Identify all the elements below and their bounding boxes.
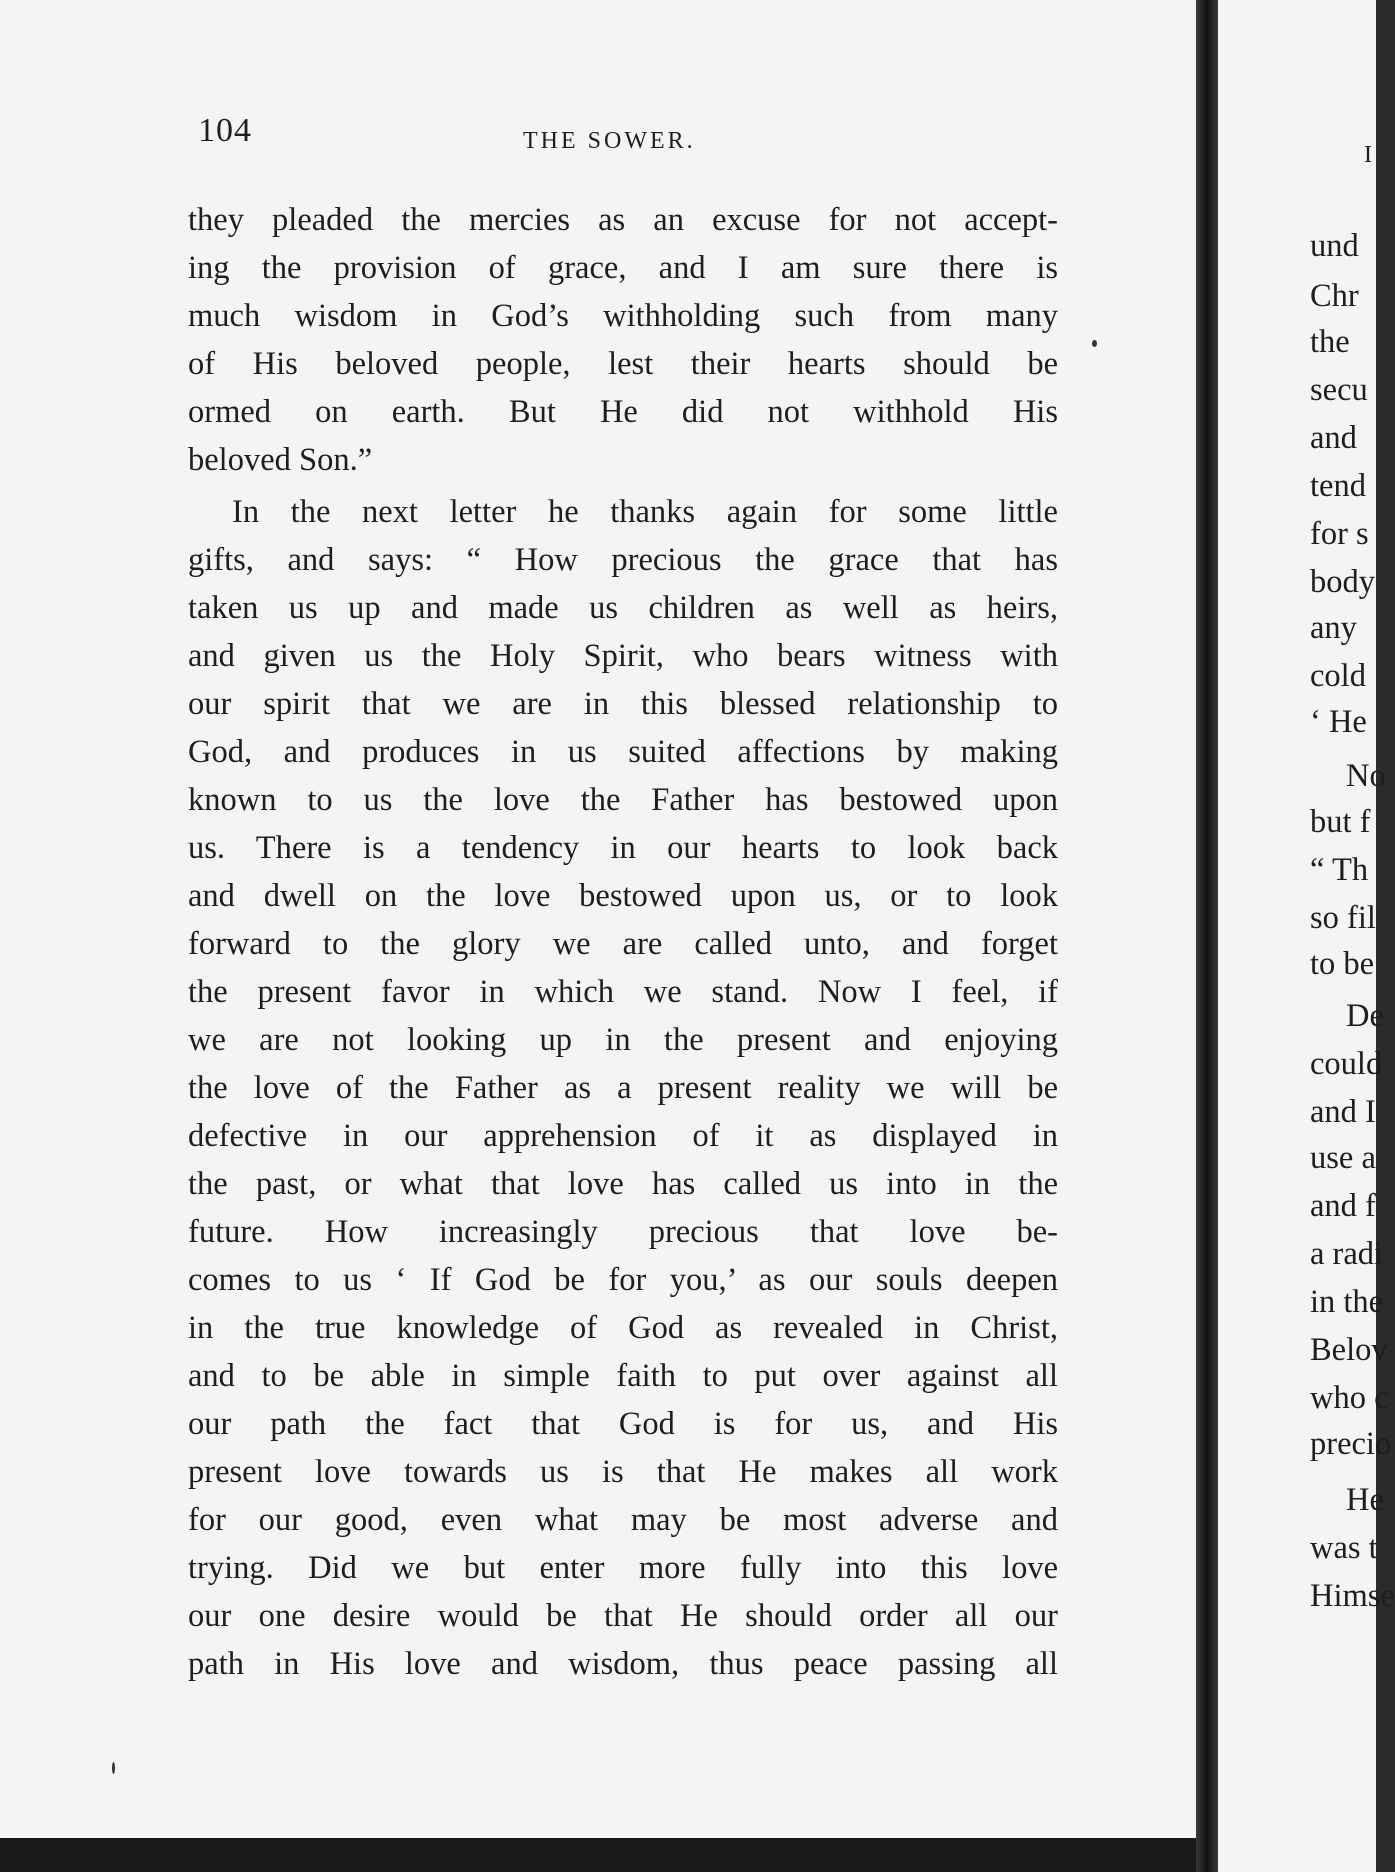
text-line: ing the provision of grace, and I am sure there is [188, 250, 1058, 286]
text-line: defective in our apprehension of it as displayed in [188, 1118, 1058, 1154]
right-text-line: ‘ He [1310, 704, 1367, 740]
book-gutter [1196, 0, 1218, 1872]
right-text-line: and [1310, 420, 1357, 456]
paragraph-start-line: In the next letter he thanks again for some little [232, 494, 1058, 530]
text-line: they pleaded the mercies as an excuse for not accept- [188, 202, 1058, 238]
right-text-line: any [1310, 610, 1357, 646]
text-line: our one desire would be that He should order all our [188, 1598, 1058, 1634]
ink-speck [1092, 340, 1097, 347]
text-line: known to us the love the Father has bestowed upon [188, 782, 1058, 818]
right-text-line: in the [1310, 1284, 1384, 1320]
right-text-line: De [1346, 998, 1384, 1034]
right-text-line: to be [1310, 946, 1375, 982]
text-line: the love of the Father as a present reality we will be [188, 1070, 1058, 1106]
text-line: forward to the glory we are called unto, and forget [188, 926, 1058, 962]
right-text-line: und [1310, 228, 1359, 264]
right-text-line: was t [1310, 1530, 1378, 1566]
running-head: THE SOWER. [523, 128, 696, 154]
text-line: God, and produces in us suited affections by making [188, 734, 1058, 770]
right-text-line: who c [1310, 1380, 1389, 1416]
right-text-line: so fil [1310, 900, 1376, 936]
right-text-line: a radi [1310, 1236, 1384, 1272]
ink-speck [112, 1762, 115, 1774]
right-text-line: No [1346, 758, 1386, 794]
right-text-line: could [1310, 1046, 1383, 1082]
right-text-line: secu [1310, 372, 1368, 408]
text-line: for our good, even what may be most adverse and [188, 1502, 1058, 1538]
right-text-line: and I [1310, 1094, 1376, 1130]
text-line: much wisdom in God’s withholding such from many [188, 298, 1058, 334]
text-line: of His beloved people, lest their hearts should be [188, 346, 1058, 382]
right-text-line: Belov [1310, 1332, 1388, 1368]
right-running-head: I [1364, 142, 1375, 168]
text-line: and to be able in simple faith to put over against all [188, 1358, 1058, 1394]
text-line: beloved Son.” [188, 442, 373, 478]
text-line: and given us the Holy Spirit, who bears witness with [188, 638, 1058, 674]
text-line: taken us up and made us children as well as heirs, [188, 590, 1058, 626]
right-text-line: and f [1310, 1188, 1376, 1224]
text-line: the past, or what that love has called us into in the [188, 1166, 1058, 1202]
text-line: trying. Did we but enter more fully into this love [188, 1550, 1058, 1586]
text-line: path in His love and wisdom, thus peace passing all [188, 1646, 1058, 1682]
text-line: gifts, and says: “ How precious the grace that has [188, 542, 1058, 578]
text-line: our spirit that we are in this blessed relationship to [188, 686, 1058, 722]
right-text-line: He [1346, 1482, 1384, 1518]
right-text-line: Chr [1310, 278, 1359, 314]
right-text-line: body [1310, 564, 1375, 600]
text-line: present love towards us is that He makes all work [188, 1454, 1058, 1490]
right-text-line: tend [1310, 468, 1366, 504]
text-line: future. How increasingly precious that love be- [188, 1214, 1058, 1250]
text-line: in the true knowledge of God as revealed in Christ, [188, 1310, 1058, 1346]
text-line: we are not looking up in the present and enjoying [188, 1022, 1058, 1058]
text-line: us. There is a tendency in our hearts to look back [188, 830, 1058, 866]
right-text-line: for s [1310, 516, 1369, 552]
text-line: and dwell on the love bestowed upon us, or to look [188, 878, 1058, 914]
right-text-line: precio [1310, 1426, 1392, 1462]
right-text-line: Himse [1310, 1578, 1395, 1614]
page-number: 104 [198, 112, 252, 149]
text-line: our path the fact that God is for us, and His [188, 1406, 1058, 1442]
text-line: ormed on earth. But He did not withhold His [188, 394, 1058, 430]
text-line: comes to us ‘ If God be for you,’ as our souls deepen [188, 1262, 1058, 1298]
page-edge-shadow [0, 1838, 1196, 1872]
right-text-line: cold [1310, 658, 1366, 694]
right-text-line: “ Th [1310, 852, 1369, 888]
right-text-line: use a [1310, 1140, 1376, 1176]
body-text [188, 196, 1058, 1688]
right-text-line: the [1310, 324, 1350, 360]
text-line: the present favor in which we stand. Now I feel, if [188, 974, 1058, 1010]
right-text-line: but f [1310, 804, 1371, 840]
right-page [1218, 0, 1395, 1872]
